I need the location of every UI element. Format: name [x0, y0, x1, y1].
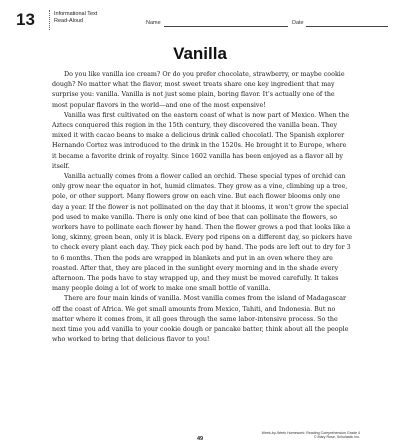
name-field[interactable]	[164, 26, 288, 27]
credit-line-2: © Mary Rose, Scholastic Inc.	[313, 435, 360, 440]
paragraph-3: Vanilla actually comes from a flower called an orchid. These special types of orchid can only grow near the equator in hot, humid climates. They grow as a vine, climbing up a tree, pole, or other support. Many flowers grow on each vine. But each flower blooms only one day a year. If the flower is not pollinated on the day that it blooms, it won’t grow the special pod used to make vanilla. There is only one kind of bee that can pollinate the flowers, so workers have to pollinate each flower by hand. Then the flower grows a pod that looks like a long, skinny, green bean, only it is black. Every pod ripens on a different day, so pickers have to check every plant each day. They pick each pod by hand. The pods are left out to dry for 3 to 6 months. Then the pods are wrapped in blankets and put in an oven where they are roasted. After that, they are placed in the sunlight every morning and in the shade every afternoon. The pods have to stay wrapped up, and they must be moved carefully. It takes many people doing a lot of work to make one small bottle of vanilla.	[52, 173, 353, 293]
date-field[interactable]	[306, 26, 388, 27]
genre-line-1: Informational Text	[54, 11, 98, 17]
article-title: Vanilla	[173, 44, 227, 63]
date-label: Date	[292, 20, 304, 26]
name-label: Name	[146, 20, 161, 26]
article-body	[52, 70, 352, 345]
lesson-number: 13	[16, 10, 35, 29]
paragraph-2: Vanilla was first cultivated on the eastern coast of what is now part of Mexico. When the Aztecs conquered this region in the 15th century, they discovered the vanilla bean. They mixed it with cacao beans to make a delicious drink called chocolatl. The Spanish explorer Hernando Cortez was introduced to the drink in the 1520s. He brought it to Europe, where it became a favorite drink of royalty. Since 1602 vanilla has been enjoyed as a flavor all by itself.	[52, 111, 350, 170]
paragraph-1: Do you like vanilla ice cream? Or do you prefer chocolate, strawberry, or maybe cookie dough? No matter what the flavor, most sweet treats share one key ingredient that may surprise you: vanilla. Vanilla is not just some plain, boring flavor. It’s actually one of the most popular flavors in the world—and one of the most expensive!	[52, 71, 345, 109]
worksheet-header	[16, 8, 388, 32]
header-divider	[49, 10, 50, 30]
paragraph-4: There are four main kinds of vanilla. Most vanilla comes from the island of Madagascar off the coast of Africa. We get small amounts from Mexico, Tahiti, and Indonesia. But no matter where it comes from, it all goes through the same labor-intensive process. So the next time you add vanilla to your cookie dough or pancake batter, think about all the people who worked to bring that delicious flavor to you!	[52, 295, 349, 344]
genre-label	[54, 11, 97, 24]
credit-line-1: Week-by-Week Homework: Reading Comprehension Grade 4	[261, 431, 360, 435]
page-number: 49	[196, 436, 204, 442]
genre-line-2: Read-Aloud	[54, 17, 84, 24]
